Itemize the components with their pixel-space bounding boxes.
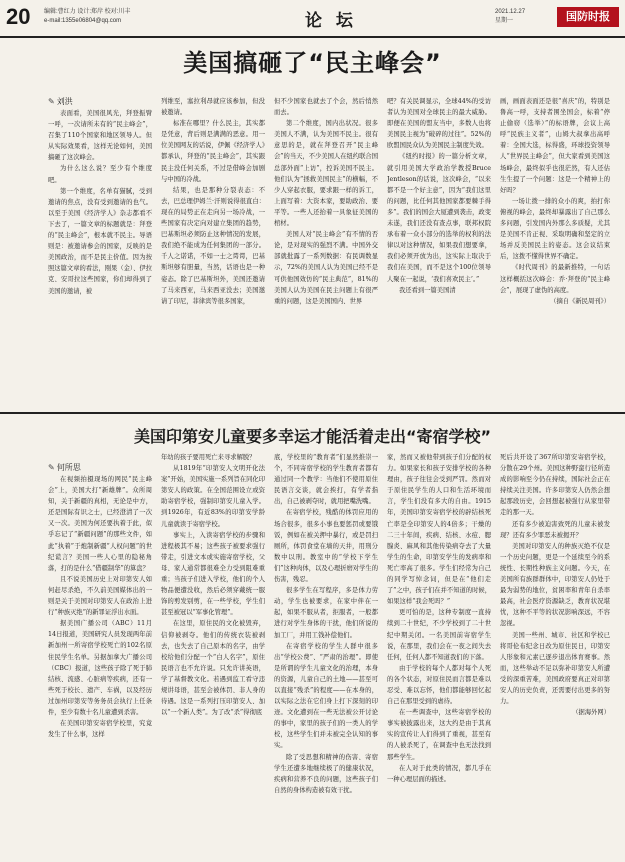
paragraph: 一场让拨一排的众小的爽，拍打你俯视的峰会，最终却暴露出了自己那么多问题，引发国内外那么多质疑，尤其是美国不肯正视、采取明确和坚定的立场并反美国民主的姿态。这会议结束后，这拨不懂得世界不确定。 [500,197,610,261]
paragraph: 画，画面表面还是很“喜庆”的，特别是鲁高一呼，支持者围坐国会，标着“停止偷窃（选举）”的标语牌，会议上高呼“民族主义者”，山姆大叔拿出高呼着：全国大选，标得盛，环球投资领导人“世界民主峰会”，但大家看到美国这场峰会，最终似乎也很茫然，有人还估生生提了一个问题：这是一个精神上的好吗？ [500,98,610,194]
newspaper-masthead: 国防时报 [557,7,619,27]
paragraph: 在寄宿学校的学生人群中很多出“学校公费”、“严肃的治理”。即使是所谓的学生儿童文化的治理，本身的资源，儿童自己的土地——甚至可以直接“残杀”的程度——在本身的，以实际之法在它们身上打下深刻的印迹。文化遭到在一些无法被公开讨论的事中，家里的孩子们的一类人的学校，这些学生们并未被完全认知的事实。 [274,642,378,750]
paragraph: 吧？有关民调显示，全球44%的受访者认为美国对全球民主的最大威胁。即便在美国的盟友当中，多数人也将美国民主视为“破碎的过往”。52%的欧盟国民众认为美国民主制度失效。 [387,98,491,150]
paragraph: 《时代周刊》的最新推特，一句话这样概括这次峰会：乔·拜登的“民主峰会”，展现了虚伪的高度。 [500,264,610,294]
editor-credits: 编辑:曹红力 设计:郑岸 校对:川丰 [44,9,131,15]
paragraph: 但不少国家也就去了个会，然后悄然而去。 [274,98,378,117]
paragraph: 由于学校的每个人都对每个人死的各个状态，对原住民而言都是难以忍受、难以忘怀，他们都能够回忆起自己在那里受到的虐待。 [387,664,491,706]
paragraph: 在寄宿学校，残酷的体罚应用的场合很多，很多小事也要惩罚或要饿饭，例如在被关押中暴行，或是罚扫厕所，体罚食堂在墙的天井，用刑分数中以刑。教室中的“学校下学生们”这种肉体，以及心理折磨对学生的伤害，残忍。 [274,509,378,584]
paragraph: 结果，也是那种分裂表态：不去，巴总理伊姆兰·汗则说得很直白：现在的局势正在走向另一场冷战，一些国家有决定向对建立集团的趋势，巴基斯坦必须防止这种情况的发展，我们绝不能成为任何集团的一部分。千人之诺诺，不如一士之谔谔，巴基斯坦够有胆量，当然，话语也是一种姿态。除了巴基斯坦外，美国还邀请了马来西亚，马来西亚没去；美国邀请了印尼，菲律宾等很多国家， [161,186,265,305]
paragraph: 在这里，原住民的文化被毁弃，信仰被剥夺。他们的传统衣装被剥去，也失去了自己原本的名字，由学校给他们分配一个“白人名字”，原住民语言也不允许说。只允许讲英语，学了基督教文化。若遇到监工看守违规讲母语，甚至会被体罚、非人身的待遇。这是一系列打压印第安人、加以“一个新人类”。为了改“杀”得彻底 [161,620,265,717]
paragraph: 且不说美国历史上对印第安人如何赶尽杀绝，不久前美国媒体出的一则是关于美国对印第安人在政治上进行“种族灭绝”的新罪证浮出水面。 [48,575,152,617]
paragraph: 第二个维度，国内出状况。很多美国人不满，认为美国不民主。很有意思的是，就在拜登召开“民主峰会”的当天，不少美国人在纽约联合国总部外面“上访”，控诉美国不民主。他们认为“拯救美国民主”的横幅，不少人穿起衣服，要求跟一样的诉工，上面写着：大资本家，要助政治、要平等。一些人还抬着一具象征美国的棺材。 [274,120,378,228]
paragraph: 事实上，入读寄宿学校的步骤和进程极其不易；这些孩子被要求强行带走，引进文本或实施寄宿学校，父母、家人通常都很难全力受到阻难重重；当孩子们进入学校，他们的个人物品便遭没收，然后必须穿戴统一服饰的剪发别剪，在一些学校，学生们甚至被冠以“军事化管理”。 [161,531,265,617]
article2-column-5 [500,452,610,858]
paragraph: 美国一些州、城市、社区和学校已将哥伦布纪念日改为原住民日，印第安人形象和元素已逐步退出体育赛事。然而，这些举动不足以弥补印第安人所遭受的深重苦难，美国政府要真正对印第安人的历史负责，还需要付出更多的努力。 [500,631,610,706]
paragraph: 在人对于此类的情况，都几乎在一种心理层面的描述。 [387,764,491,783]
paragraph: 《纽约时报》的一篇分析文章，就引用美国大学政治学教授Bruce Jentleson的话说，这次峰会，“以来都不是一个好主意”，因为“我们这里的问题，比任何其他国家都要棘手得多”。我们的国会大厦遭到袭击，政变未遂，我们还没有查点事，联邦权院承布着一众小部分的选举的权利的法律以对这种情况，如果我们想要拿，我们必须开放为出，这实际上取决于我们在美国，而不是这个100位领导人聚在一起说，‘我们喜欢民主’。” [387,153,491,283]
article2-byline [48,462,81,473]
paragraph: 底，学校里的“教育者”们显然推崇一个，不同寄宿学校的学生教育者都有通过同一个教学：当他们不使用原住民语言交谈，就会挨打，有学者指出，自己被剥夺时，就用把嘴洗嘴。 [274,454,378,506]
paragraph: 标准在哪里？什么民主，其实都是凭意，背后则是满满的恶意。用一位美国网友的话说，伊佩《经济学人》都承认，拜登的“民主峰会”，其实跟民主没任何关系，不过是借峰会加剧与中国的冷战。 [161,120,265,183]
article2-column-2 [161,452,265,858]
editor-info [44,8,130,26]
article1-column-1 [48,108,152,408]
article1-byline [48,96,73,107]
paragraph: 家，然而又被他带到孩子们分配的权力。如果家长和孩子安排学校的各种理由，孩子往往会受到严罚。然而对于原住民学生的人口和生活环境而言，学生们没有多大的自由。1915年，美国印第安寄宿学校的辟结核死亡率是全印第安人的4倍多；干燥的二三十年间，疾病、结核、水痘、腮腺炎、麻风和其他传染病夺去了大量学生的生命，印第安学生的发病率和死亡率高了很多。学生们经常为自己的同学写悼念词，但是在“他们走了”之中，孩子们在并不知道的时候，如果这样“我会死吗？” [387,454,491,606]
article1-column-4 [387,96,491,408]
paragraph: 从1819年“印第安人文明开化法案”开始，美国实施一系列旨在同化印第安人的政策。在全国范围设立或资助寄宿学校，强制印第安儿童入学。到1926年，有近83%的印第安学龄儿童就读于寄宿学校。 [161,465,265,528]
editor-email: e-mail:1355e06804@qq.com [44,18,122,24]
article1-source: （摘自《新民周刊》） [550,297,610,305]
article1-column-2 [161,96,265,408]
article2-column-4 [387,452,491,858]
paragraph: 年幼的孩子要用死亡来寻求解脱？ [161,454,256,461]
pen-icon: ✎ [48,463,55,472]
paragraph: 在一些调查中，这些寄宿学校的事实被披露出来，这大约是由于其真实的宣传让人们得到了重视，甚至有的人被杀死了，在调查中也无法找到那些学生。 [387,709,491,761]
paragraph: 在视频拍摄现场的网民“民主峰会”上，美国大打“新雄牌”。众所周知，关于新疆的真相，无论是中方，还是国际有识之士，已经澄清了一次又一次。美国为何还要执着于此，似乎忘记了“新疆问题”的那些文件，如此“执着”于炮制新疆“人权问题”的世纪谎言？美国一些人心里的隐秘角落，打的是什么“借疆制华”的算盘？ [48,476,152,572]
article-divider [0,412,625,414]
paragraph: 第一个维度，名单有猫腻，受到邀请的焦点，没有受到邀请的也气。以至于美国《经济学人》杂志都看不下去了，一篇文章的标题就是：拜登的“民主峰会”，根本就不民主。导语则是：被邀请参会的国家，反映的是美国政治，而不是民主价值。因为按照这篇文章的看法，刚果（金）、伊拉克、安哥拉这些国家，你们却得到了美国的邀请，被 [48,187,152,295]
paragraph: 列维至，塞拉利昂就应该参加，但没被邀请。 [161,98,265,117]
paragraph: 除了受思想和精神的伤害、寄宿学生还遭多地继续极了的健康状况，疾病和营养不良的问题，这些孩子们自然的身体构造被有效干扰。 [274,753,378,794]
paragraph: 美国对印第安人的种族灭绝不仅是一个历史问题，更是一个延续至今的系统性、长期性种族主义问题。今天，在美国所有族群群体中，印第安人仍处于最为弱势的地位，贫困率和青年自杀率最高，社会医疗资源缺乏，教育状况堪忧，这种不平等的状况影响深远，不容忽视。 [500,542,610,628]
paragraph: 表面看，美国很风光，拜登振臂一呼，一次请所未有的“民主峰会”，召集了110个国家和地区领导人。但从实际效果看，这样无论如何，美国搞砸了这次峰会。 [48,110,152,162]
page-number: 20 [6,4,31,29]
article1-author: 刘洪 [56,97,73,106]
paragraph: 据美国广播公司（ABC）11月14日报道，美国研究人员发现两年前新加州一所寄宿学校死亡的102名原住民学生名单。另据加拿大广播公司（CBC）报道，这些孩子除了死于肺结核、流感、心脏病等疾病，还有一些死于校长、遗产、车祸，以及经历过加州印第安等务务员会执行上任条件，至少有数十名儿童遭到杀害。 [48,620,152,716]
section-title: 论 坛 [305,11,357,31]
article1-column-3 [274,96,378,408]
article1-title: 美国搞砸了“民主峰会” [183,49,442,77]
paragraph: 很多学生在写程序，多是体力劳动，学生也被要求，在家中伴在一起，如果不服从者，拒服者，一般都进行对学生身体的干扰，他们所说的加工厂，并用工钱补偿他们。 [274,587,378,639]
page-header [0,0,625,38]
article2-source: （据海外网） [572,709,610,717]
paragraph: 死后共开设了367所印第安寄宿学校，分散在29个州。美国这种野蛮行径所造成的影响至今仍在持续，国际社会正在持续关注美国。许多印第安人仍然会想起那段历史，会回想起被强行从家里带走的那一天。 [500,454,610,517]
issue-meta [495,8,525,26]
article1-column-5 [500,96,610,408]
issue-weekday: 星期一 [495,18,514,24]
issue-date: 2021.12.27 [495,9,526,15]
article2-column-3 [274,452,378,858]
paragraph: 在美国印第安寄宿学校里，究竟发生了什么事，这样 [48,720,152,739]
paragraph: 美国人对“民主峰会”有不情的否论，是对现实的强烈不满。中国外交部就批露了一系列数据：有民调数显示，72%的美国人认为美国已经不是可供他国效仿的“民主典范”，81%的美国人认为美国在民主问题上有很严重的问题，这是美国国内、世界 [274,231,378,305]
paragraph: 我还看到一篇美国清 [399,286,456,294]
article2-author: 何所思 [56,463,81,472]
paragraph: 为什么这么说？至少有个维度吧。 [48,165,152,184]
article2-column-1 [48,474,152,858]
pen-icon: ✎ [48,97,55,106]
paragraph: 更可怕的是，这种专制度一直持续到二十世纪，不少学校到了二十世纪中期关闭。一名美国前寄宿学生说，在那里，我们会在一夜之间失去任何，任何人都不知道我们的下落。 [387,609,491,661]
article2-title: 美国印第安儿童要多幸运才能活着走出“寄宿学校” [133,427,492,446]
paragraph: 还有多少被迫害致死的儿童未被发现？还有多少罪恶未被揭开？ [500,520,610,539]
